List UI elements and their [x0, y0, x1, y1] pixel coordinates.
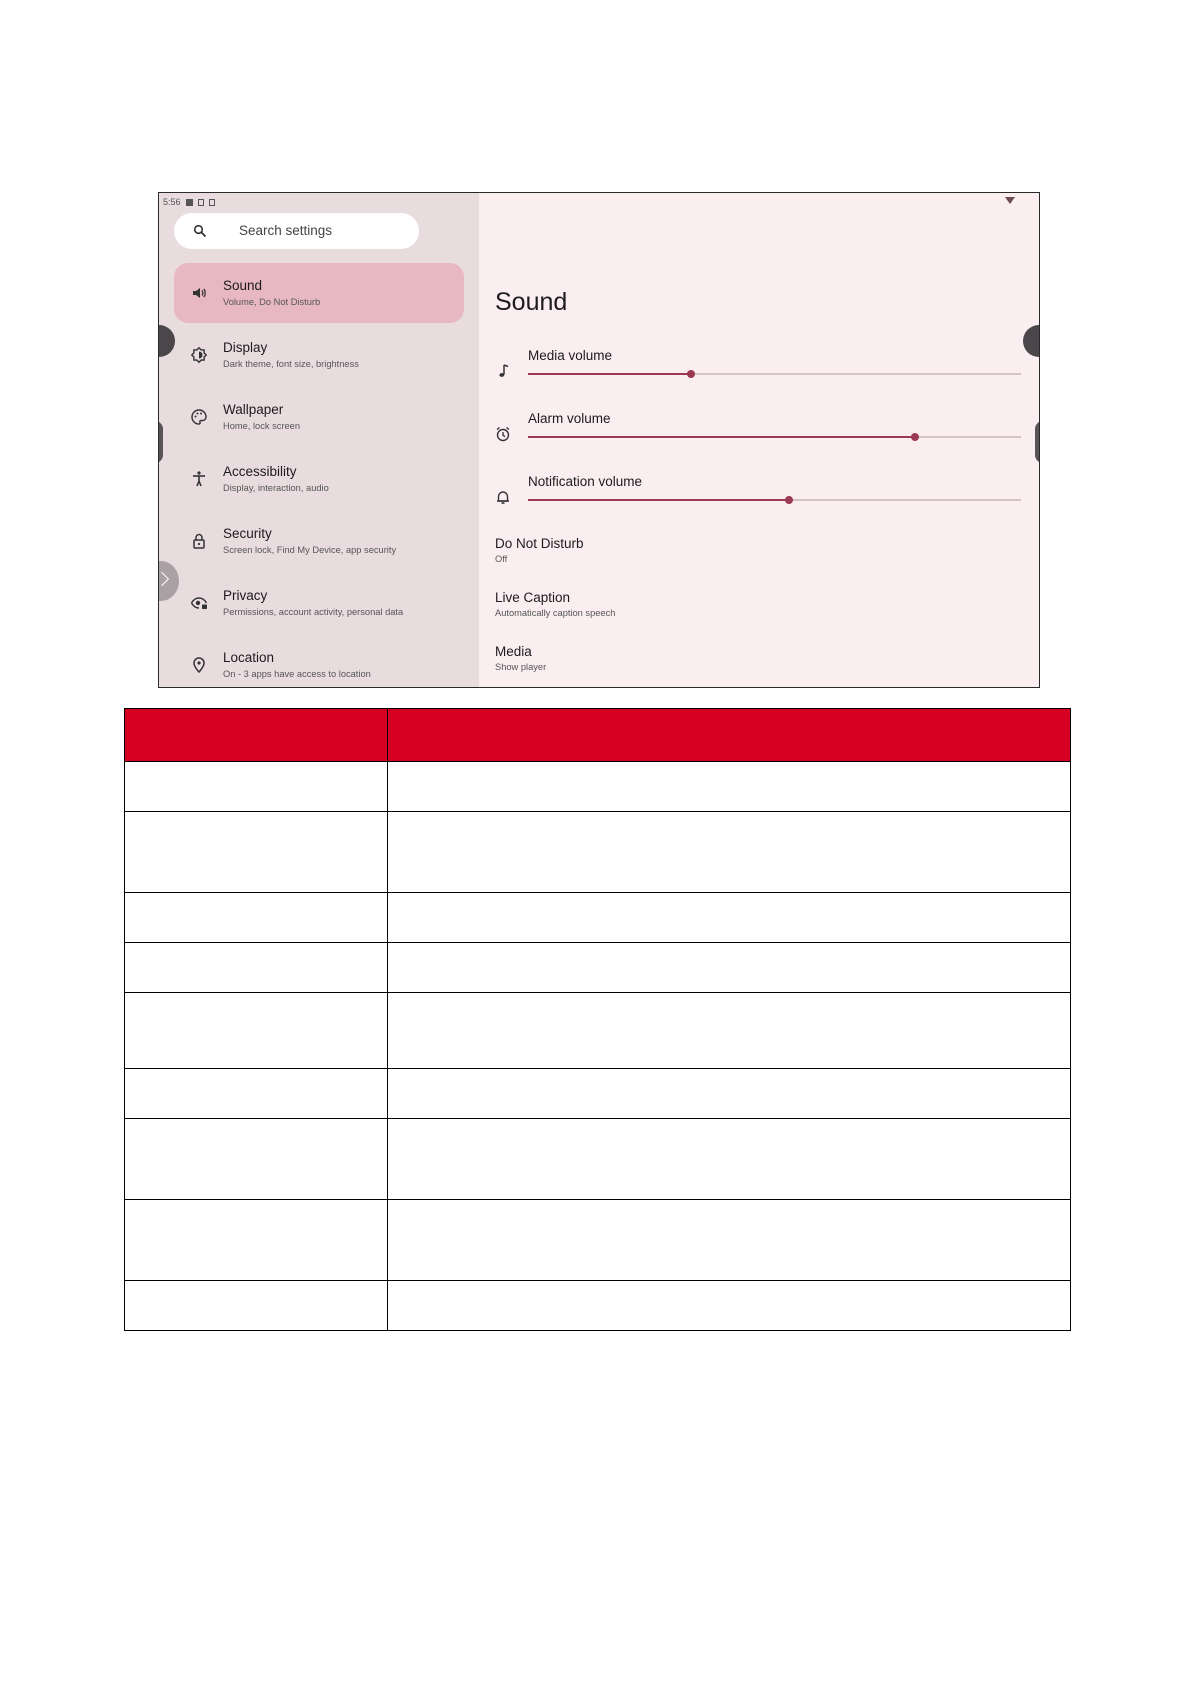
setting-subtitle: Show player — [495, 662, 547, 672]
volume-label: Media volume — [528, 348, 613, 363]
search-settings-label: Search settings — [239, 223, 333, 238]
bell-icon — [495, 488, 511, 506]
table-cell — [125, 1281, 388, 1331]
do-not-disturb-item[interactable] — [495, 536, 895, 570]
slider-fill — [528, 436, 915, 438]
table-cell — [125, 812, 388, 893]
table-cell — [388, 993, 1071, 1069]
slider-thumb[interactable] — [911, 433, 919, 441]
search-icon — [193, 224, 207, 238]
table-cell — [388, 1069, 1071, 1119]
notification-grid-icon — [209, 199, 215, 206]
menu-item-subtitle: Home, lock screen — [223, 421, 300, 431]
alarm-volume-row — [495, 411, 1025, 461]
speaker-icon — [190, 284, 208, 302]
alarm-volume-slider[interactable] — [528, 436, 1021, 438]
slider-thumb[interactable] — [785, 496, 793, 504]
table-header-cell — [125, 709, 388, 762]
wifi-icon — [1005, 197, 1015, 204]
accessibility-icon — [190, 470, 208, 488]
table-cell — [388, 812, 1071, 893]
table-row — [125, 812, 1071, 893]
menu-item-subtitle: Permissions, account activity, personal data — [223, 607, 404, 617]
table-cell — [388, 1119, 1071, 1200]
table-row — [125, 893, 1071, 943]
table-cell — [125, 1200, 388, 1281]
menu-item-privacy[interactable] — [174, 573, 464, 633]
left-edge-handle-middle[interactable] — [158, 421, 163, 463]
table-row — [125, 943, 1071, 993]
table-cell — [125, 1119, 388, 1200]
menu-item-title: Display — [223, 340, 268, 355]
menu-item-title: Security — [223, 526, 272, 541]
table-row — [125, 762, 1071, 812]
table-cell — [125, 762, 388, 812]
menu-item-wallpaper[interactable] — [174, 387, 464, 447]
table-cell — [125, 893, 388, 943]
table-row — [125, 1281, 1071, 1331]
table-header-cell — [388, 709, 1071, 762]
settings-nav-pane — [159, 193, 479, 687]
lock-icon — [190, 532, 208, 550]
menu-item-subtitle: Volume, Do Not Disturb — [223, 297, 321, 307]
slider-fill — [528, 499, 789, 501]
slider-fill — [528, 373, 691, 375]
setting-subtitle: Off — [495, 554, 508, 564]
notification-volume-slider[interactable] — [528, 499, 1021, 501]
table-cell — [388, 1281, 1071, 1331]
alarm-clock-icon — [495, 425, 511, 443]
music-note-icon — [495, 362, 511, 380]
table-row — [125, 1119, 1071, 1200]
menu-item-sound[interactable] — [174, 263, 464, 323]
notification-square-icon — [186, 199, 193, 206]
brightness-icon — [190, 346, 208, 364]
table-row — [125, 993, 1071, 1069]
table-cell — [125, 943, 388, 993]
table-cell — [388, 1200, 1071, 1281]
palette-icon — [190, 408, 208, 426]
slider-thumb[interactable] — [687, 370, 695, 378]
notification-box-icon — [198, 199, 204, 206]
menu-item-title: Privacy — [223, 588, 268, 603]
table-header-row — [125, 709, 1071, 762]
menu-item-location[interactable] — [174, 635, 464, 688]
menu-item-subtitle: On - 3 apps have access to location — [223, 669, 371, 679]
status-bar — [163, 195, 215, 209]
table-cell — [125, 993, 388, 1069]
menu-item-subtitle: Display, interaction, audio — [223, 483, 329, 493]
menu-item-title: Location — [223, 650, 275, 665]
live-caption-item[interactable] — [495, 590, 895, 624]
menu-item-accessibility[interactable] — [174, 449, 464, 509]
table-row — [125, 1200, 1071, 1281]
setting-title: Live Caption — [495, 590, 571, 605]
media-volume-slider[interactable] — [528, 373, 1021, 375]
table-row — [125, 1069, 1071, 1119]
table-cell — [388, 943, 1071, 993]
media-item[interactable] — [495, 644, 895, 678]
setting-subtitle: Automatically caption speech — [495, 608, 616, 618]
page-title: Sound — [495, 288, 568, 316]
volume-label: Alarm volume — [528, 411, 611, 426]
media-volume-row — [495, 348, 1025, 398]
device-screen — [158, 192, 1040, 688]
volume-label: Notification volume — [528, 474, 643, 489]
search-settings-bar[interactable] — [174, 213, 419, 249]
menu-item-subtitle: Dark theme, font size, brightness — [223, 359, 359, 369]
location-pin-icon — [190, 656, 208, 674]
table-cell — [125, 1069, 388, 1119]
menu-item-title: Sound — [223, 278, 263, 293]
settings-table — [124, 708, 1071, 1331]
table-cell — [388, 893, 1071, 943]
menu-item-security[interactable] — [174, 511, 464, 571]
notification-volume-row — [495, 474, 1025, 524]
table-cell — [388, 762, 1071, 812]
menu-item-title: Accessibility — [223, 464, 297, 479]
menu-item-subtitle: Screen lock, Find My Device, app security — [223, 545, 397, 555]
privacy-eye-icon — [190, 594, 208, 612]
chevron-right-icon — [158, 572, 169, 586]
setting-title: Media — [495, 644, 532, 659]
menu-item-title: Wallpaper — [223, 402, 284, 417]
menu-item-display[interactable] — [174, 325, 464, 385]
sound-settings-pane — [479, 193, 1039, 687]
status-time: 5:56 — [163, 197, 181, 207]
right-edge-handle-middle[interactable] — [1035, 421, 1040, 463]
setting-title: Do Not Disturb — [495, 536, 584, 551]
